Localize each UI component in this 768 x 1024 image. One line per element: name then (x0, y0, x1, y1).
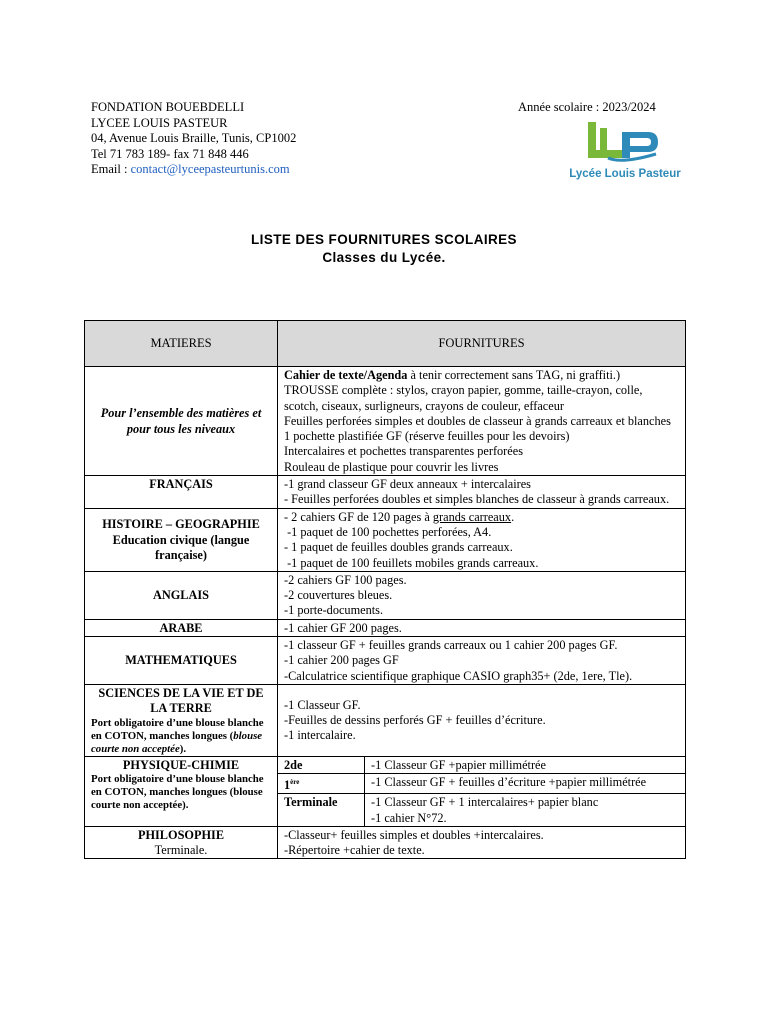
level-row (278, 757, 685, 774)
table-row (85, 476, 686, 509)
table-header-row (85, 321, 686, 367)
supply-item: -1 cahier N°72. (371, 810, 447, 825)
page-title (0, 231, 768, 267)
supply-item: -1 cahier 200 pages GF (284, 653, 399, 668)
subject-sublabel: Education civique (langue française) (112, 532, 250, 562)
supply-item: -1 Classeur GF + 1 intercalaires+ papier blanc (371, 795, 599, 810)
email-link[interactable]: contact@lyceepasteurtunis.com (130, 162, 290, 177)
blouse-note: Port obligatoire d’une blouse blanche en COTON, manches longues (blouse courte non acceptée). (91, 772, 264, 811)
supply-item: -1 paquet de 100 pochettes perforées, A4. (284, 524, 492, 539)
supply-item: - 2 cahiers GF de 120 pages à grands carreaux. (284, 509, 515, 524)
title-line1: LISTE DES FOURNITURES SCOLAIRES (251, 232, 517, 247)
level-label: Terminale (278, 794, 365, 826)
level-row (278, 794, 685, 826)
subject-physique (85, 756, 278, 826)
school-phone: Tel 71 783 189- fax 71 848 446 (91, 146, 249, 161)
logo-text: Lycée Louis Pasteur (569, 168, 681, 180)
supplies-maths (278, 637, 686, 685)
supply-item: -1 Classeur GF. (284, 697, 361, 712)
supplies-svt (278, 684, 686, 756)
subject-anglais: ANGLAIS (85, 571, 278, 619)
supplies-anglais (278, 571, 686, 619)
subject-svt (85, 684, 278, 756)
table-row (85, 571, 686, 619)
subject-arabe: ARABE (85, 619, 278, 636)
level-supplies (365, 757, 686, 774)
level-supplies (365, 773, 686, 793)
supplies-physique (278, 756, 686, 826)
supply-item: Intercalaires et pochettes transparentes perforées (284, 444, 523, 459)
subject-sublabel: Terminale. (154, 843, 208, 858)
supply-item: à tenir correctement sans TAG, ni graffiti.) (410, 368, 621, 382)
supply-item: -2 cahiers GF 100 pages. (284, 572, 407, 587)
subject-francais: FRANÇAIS (85, 476, 278, 509)
supply-item: Rouleau de plastique pour couvrir les livres (284, 459, 499, 474)
table-row (85, 367, 686, 476)
foundation-name: FONDATION BOUEBDELLI (91, 100, 245, 114)
subject-histoire (85, 508, 278, 571)
blouse-note: Port obligatoire d’une blouse blanche en COTON, manches longues (blouse courte non acceptée). (91, 716, 264, 755)
table-row (85, 637, 686, 685)
table-row (85, 619, 686, 636)
supply-item: Feuilles perforées simples et doubles de classeur à grands carreaux et blanches (284, 413, 671, 428)
supplies-arabe (278, 619, 686, 636)
supplies-general (278, 367, 686, 476)
supply-item: - 1 paquet de feuilles doubles grands carreaux. (284, 540, 513, 555)
supply-item: -1 intercalaire. (284, 728, 356, 743)
subject-label: SCIENCES DE LA VIE ET DE LA TERRE (98, 685, 264, 716)
supply-item: -2 couvertures bleues. (284, 588, 393, 603)
supply-item: -1 porte-documents. (284, 603, 384, 618)
school-address: 04, Avenue Louis Braille, Tunis, CP1002 (91, 131, 297, 146)
level-label: 2de (278, 757, 365, 774)
level-label: 1ère (278, 773, 365, 793)
subject-philo (85, 826, 278, 859)
supply-item: TROUSSE complète : stylos, crayon papier, gomme, taille-crayon, colle, scotch, ciseaux, surligneurs, crayons de couleur, effaceur (284, 383, 643, 413)
header-fournitures: FOURNITURES (278, 321, 686, 367)
supply-item: -1 cahier GF 200 pages. (284, 620, 402, 635)
supply-item: -1 grand classeur GF deux anneaux + intercalaires (284, 477, 531, 492)
school-email-line (91, 162, 296, 178)
supplies-philo (278, 826, 686, 859)
email-label: Email : (91, 162, 131, 177)
school-address-block (91, 100, 296, 178)
subject-maths: MATHEMATIQUES (85, 637, 278, 685)
table-row (85, 756, 686, 826)
level-row (278, 773, 685, 793)
physique-levels-table (278, 757, 685, 826)
school-logo (550, 120, 700, 184)
supply-item: -Calculatrice scientifique graphique CASIO graph35+ (2de, 1ere, Tle). (284, 668, 633, 683)
school-year: Année scolaire : 2023/2024 (518, 100, 656, 114)
supplies-francais (278, 476, 686, 509)
logo-mark-icon (550, 120, 700, 168)
school-name: LYCEE LOUIS PASTEUR (91, 115, 228, 130)
subject-label: PHYSIQUE-CHIMIE (122, 757, 240, 772)
header-matieres: MATIERES (85, 321, 278, 367)
subject-label: HISTOIRE – GEOGRAPHIE (102, 517, 260, 532)
supplies-table (84, 320, 686, 859)
subject-label: PHILOSOPHIE (137, 827, 225, 842)
supply-item: -Feuilles de dessins perforés GF + feuilles d’écriture. (284, 713, 546, 728)
supplies-histoire (278, 508, 686, 571)
subject-general: Pour l’ensemble des matières et pour tous les niveaux (85, 367, 278, 476)
title-line2: Classes du Lycée. (322, 250, 446, 265)
supply-item: -1 Classeur GF +papier millimétrée (371, 757, 546, 772)
supply-item: - Feuilles perforées doubles et simples blanches de classeur à grands carreaux. (284, 492, 670, 507)
table-row (85, 684, 686, 756)
supply-item: 1 pochette plastifiée GF (réserve feuilles pour les devoirs) (284, 429, 570, 444)
supply-item: -1 paquet de 100 feuillets mobiles grands carreaux. (284, 555, 539, 570)
supply-item: -Répertoire +cahier de texte. (284, 843, 425, 858)
table-row (85, 826, 686, 859)
level-supplies (365, 794, 686, 826)
agenda-label: Cahier de texte/Agenda (284, 368, 408, 382)
supply-item: -1 Classeur GF + feuilles d’écriture +papier millimétrée (371, 774, 647, 789)
supply-item: -1 classeur GF + feuilles grands carreaux ou 1 cahier 200 pages GF. (284, 638, 618, 653)
supply-item: -Classeur+ feuilles simples et doubles +intercalaires. (284, 827, 544, 842)
table-row (85, 508, 686, 571)
